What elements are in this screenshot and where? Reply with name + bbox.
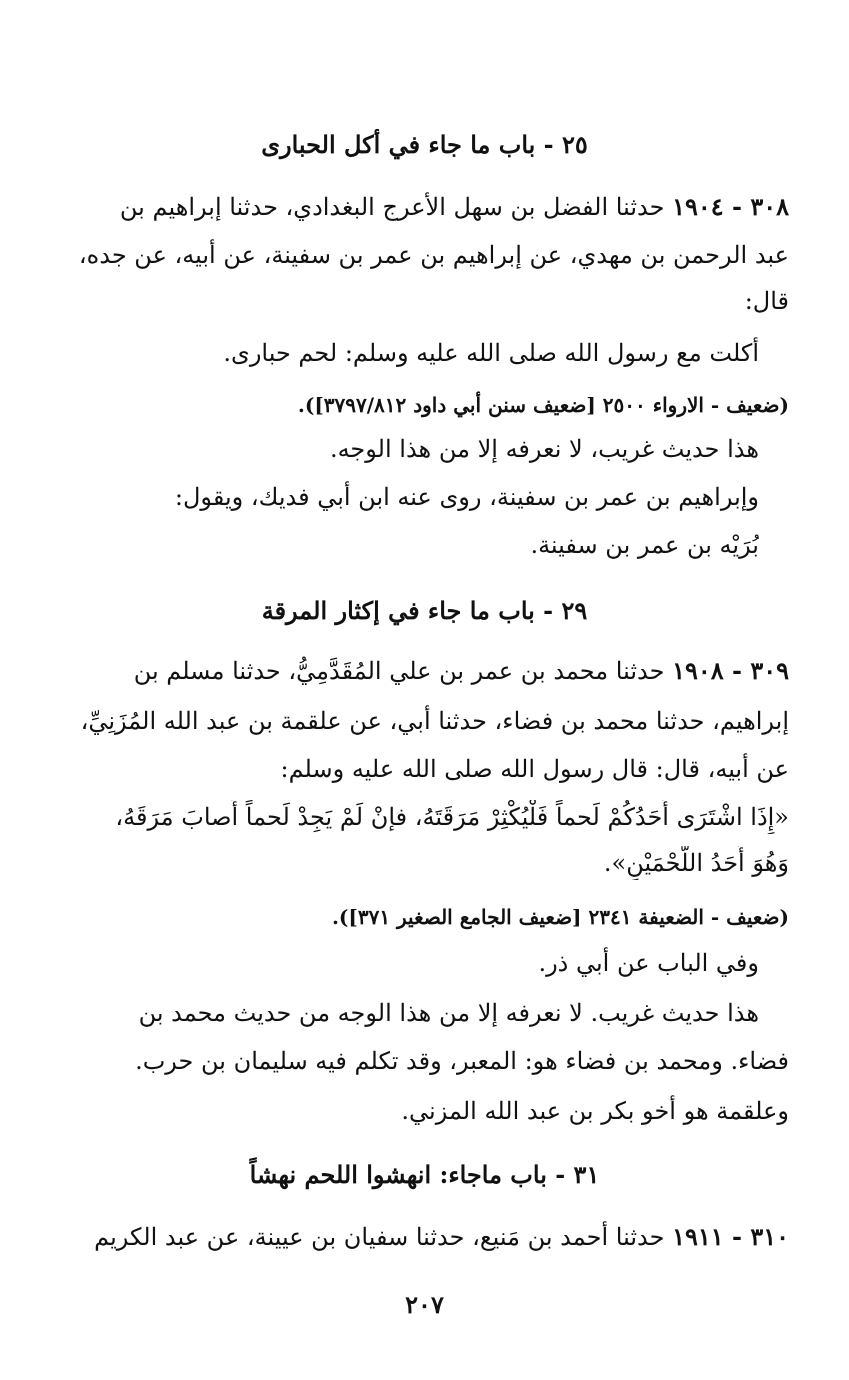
hadith-line: إبراهيم، حدثنا محمد بن فضاء، حدثنا أبي، عن علقمة بن عبد الله المُزَنِيِّ، (80, 707, 789, 735)
hadith-text: حدثنا أحمد بن مَنيع، حدثنا سفيان بن عيينة، عن عبد الكريم (94, 1223, 665, 1251)
hadith-number: ٣٠٨ - ١٩٠٤ (672, 192, 789, 221)
chapter-heading: ٢٥ - باب ما جاء في أكل الحبارى (261, 130, 588, 159)
page-number: ٢٠٧ (405, 1290, 444, 1319)
hadith-matn: وَهُوَ أَحَدُ اللَّحْمَيْنِ». (603, 849, 789, 877)
chapter-heading: ٣١ - باب ماجاء: انهشوا اللحم نهشاً (249, 1160, 600, 1189)
hadith-matn: أكلت مع رسول الله صلى الله عليه وسلم: لحم حبارى. (223, 339, 759, 367)
commentary-line: هذا حديث غريب. لا نعرفه إلا من هذا الوجه من حديث محمد بن (138, 999, 759, 1027)
hadith-line (40, 1220, 789, 1254)
hadith-line (40, 654, 789, 688)
hadith-line: قال: (744, 287, 789, 315)
chapter-heading: ٢٩ - باب ما جاء في إكثار المرقة (261, 596, 588, 625)
commentary-line: وفي الباب عن أبي ذر. (538, 949, 759, 977)
hadith-grade: (ضعيف - الضعيفة ٢٣٤١ [ضعيف الجامع الصغير ٣٧١]). (331, 905, 789, 929)
commentary-line: وعلقمة هو أخو بكر بن عبد الله المزني. (401, 1097, 789, 1125)
hadith-text: حدثنا محمد بن عمر بن علي المُقَدَّمِيُّ، حدثنا مسلم بن (133, 657, 665, 685)
commentary-line: هذا حديث غريب، لا نعرفه إلا من هذا الوجه. (329, 435, 759, 463)
commentary-line: وإبراهيم بن عمر بن سفينة، روى عنه ابن أبي فديك، ويقول: (174, 483, 759, 511)
commentary-line: فضاء. ومحمد بن فضاء هو: المعبر، وقد تكلم فيه سليمان بن حرب. (135, 1047, 789, 1075)
hadith-grade: (ضعيف - الارواء ٢٥٠٠ [ضعيف سنن أبي داود ٣٧٩٧/٨١٢]). (297, 393, 789, 417)
hadith-matn: «إِذَا اشْتَرَى أَحَدُكُمْ لَحماً فَلْيُكْثِرْ مَرَقَتَهُ، فإنْ لَمْ يَجِدْ لَحماً أَصابَ مَرَقَهُ، (115, 803, 789, 831)
hadith-line (40, 190, 789, 224)
hadith-line: عبد الرحمن بن مهدي، عن إبراهيم بن عمر بن سفينة، عن أبيه، عن جده، (78, 241, 789, 269)
hadith-number: ٣١٠ - ١٩١١ (672, 1222, 789, 1251)
commentary-line: بُرَيْه بن عمر بن سفينة. (530, 531, 759, 559)
hadith-text: حدثنا الفضل بن سهل الأعرج البغدادي، حدثنا إبراهيم بن (119, 193, 665, 221)
hadith-line: عن أبيه، قال: قال رسول الله صلى الله عليه وسلم: (280, 755, 789, 783)
hadith-number: ٣٠٩ - ١٩٠٨ (672, 656, 789, 685)
